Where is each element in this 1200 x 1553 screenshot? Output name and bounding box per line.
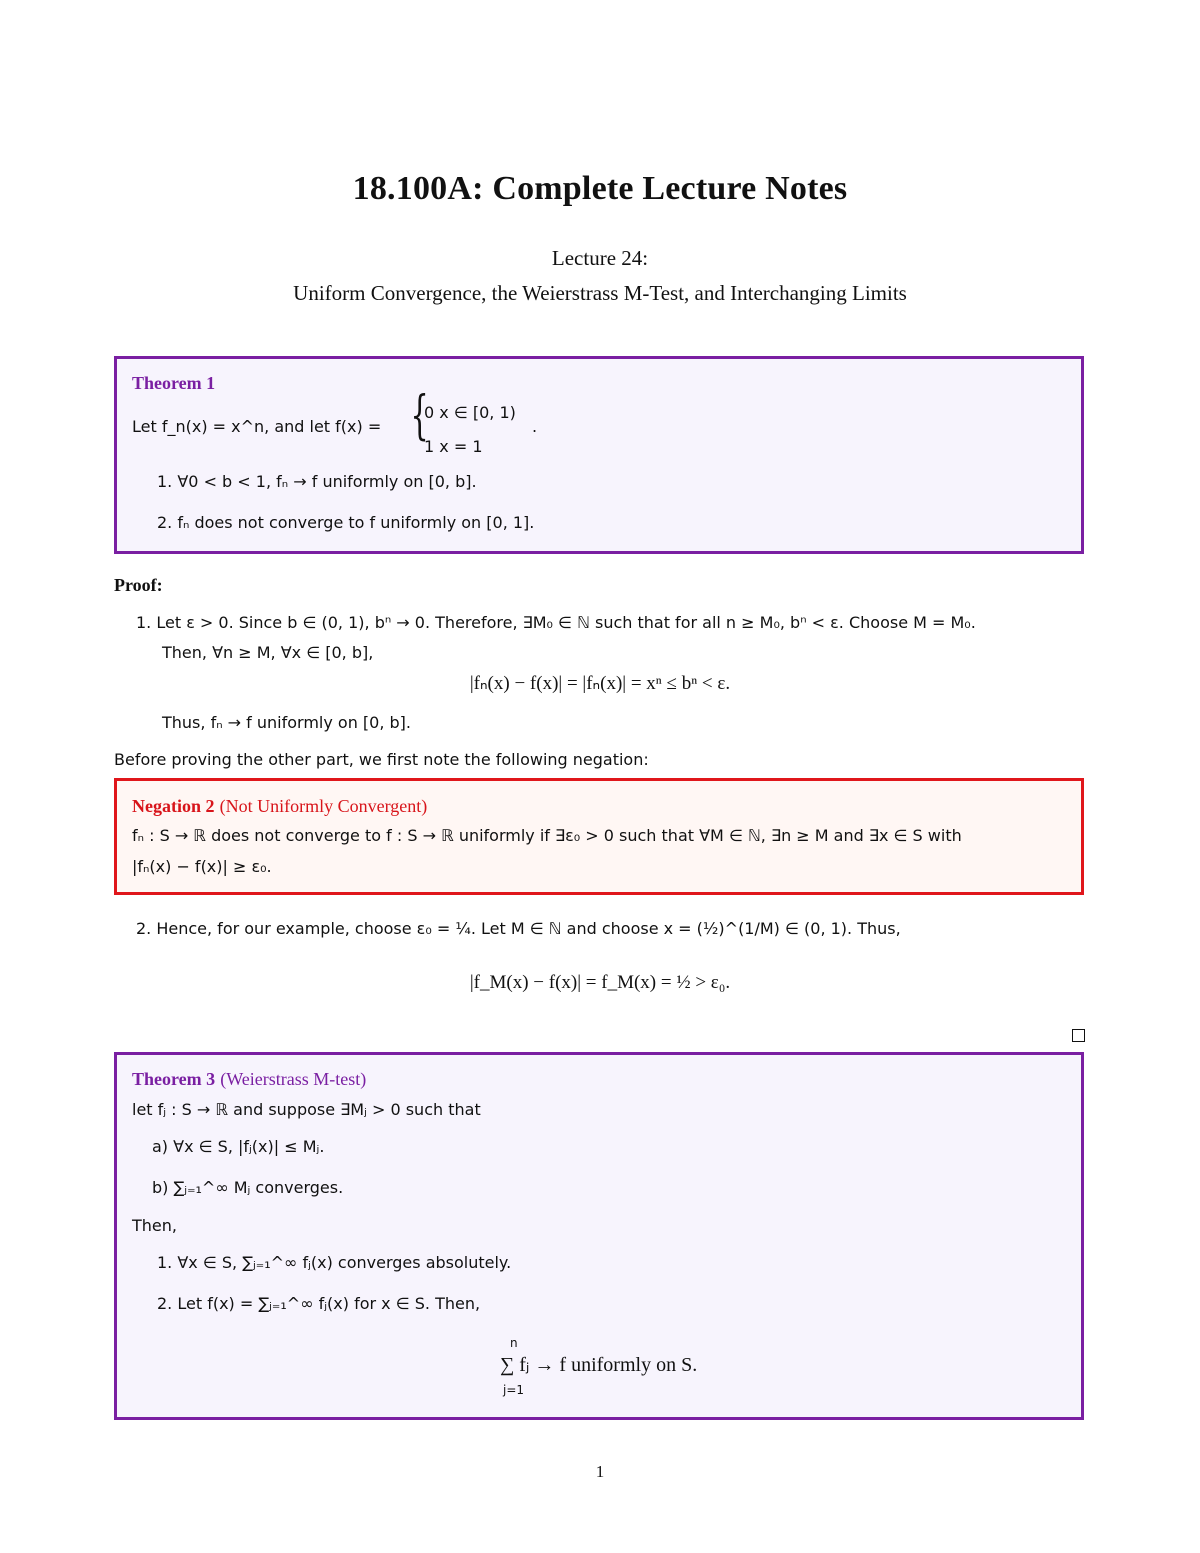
sum-upper-limit: n bbox=[510, 1336, 518, 1350]
lecture-number: Lecture 24: bbox=[551, 246, 649, 270]
theorem-1-intro: Let f_n(x) = x^n, and let f(x) = bbox=[132, 417, 382, 436]
proof-step-1-equation: |fₙ(x) − f(x)| = |fₙ(x)| = xⁿ ≤ bⁿ < ε. bbox=[469, 673, 731, 694]
lecture-topic: Uniform Convergence, the Weierstrass M-Test, and Interchanging Limits bbox=[293, 281, 907, 305]
theorem-3-item-1: 1. ∀x ∈ S, ∑ⱼ₌₁^∞ fⱼ(x) converges absolutely. bbox=[157, 1253, 512, 1272]
negation-2-heading bbox=[132, 796, 427, 817]
theorem-3-subtitle: (Weierstrass M-test) bbox=[220, 1069, 367, 1089]
theorem-3-condition-b: b) ∑ⱼ₌₁^∞ Mⱼ converges. bbox=[152, 1178, 344, 1197]
sum-lower-limit: j=1 bbox=[503, 1383, 525, 1397]
theorem-3-item-2: 2. Let f(x) = ∑ⱼ₌₁^∞ fⱼ(x) for x ∈ S. Then, bbox=[157, 1294, 481, 1313]
negation-2-line-2: |fₙ(x) − f(x)| ≥ ε₀. bbox=[132, 857, 272, 876]
theorem-1-item-2: 2. fₙ does not converge to f uniformly on [0, 1]. bbox=[157, 513, 535, 532]
piecewise-brace: { bbox=[410, 386, 429, 446]
theorem-1-item-1: 1. ∀0 < b < 1, fₙ → f uniformly on [0, b]. bbox=[157, 472, 477, 491]
theorem-3-condition-a: a) ∀x ∈ S, |fⱼ(x)| ≤ Mⱼ. bbox=[152, 1137, 325, 1156]
theorem-1-heading bbox=[132, 373, 215, 394]
theorem-1-period: . bbox=[532, 417, 538, 436]
theorem-3-intro: let fⱼ : S → ℝ and suppose ∃Mⱼ > 0 such that bbox=[132, 1100, 481, 1119]
proof-step-1-line-2: Then, ∀n ≥ M, ∀x ∈ [0, b], bbox=[162, 643, 374, 662]
proof-transition: Before proving the other part, we first note the following negation: bbox=[114, 750, 649, 769]
theorem-1-label: Theorem 1 bbox=[132, 373, 216, 393]
theorem-1-case-2: 1 x = 1 bbox=[424, 437, 483, 456]
proof-step-2-equation: |f_M(x) − f(x)| = f_M(x) = ½ > ε₀. bbox=[469, 972, 731, 993]
theorem-3-label: Theorem 3 bbox=[132, 1069, 216, 1089]
proof-step-1-line-3: Thus, fₙ → f uniformly on [0, b]. bbox=[162, 713, 411, 732]
theorem-3-heading bbox=[132, 1069, 366, 1090]
document-title: 18.100A: Complete Lecture Notes bbox=[352, 170, 848, 207]
proof-step-1-line-1: 1. Let ε > 0. Since b ∈ (0, 1), bⁿ → 0. Therefore, ∃M₀ ∈ ℕ such that for all n ≥ M₀, bⁿ < ε. Choose M = M₀. bbox=[136, 613, 976, 632]
qed-square-icon bbox=[1072, 1029, 1085, 1042]
theorem-3-then: Then, bbox=[132, 1216, 177, 1235]
page-number: 1 bbox=[595, 1462, 605, 1481]
proof-step-2-line-1: 2. Hence, for our example, choose ε₀ = ¼. Let M ∈ ℕ and choose x = (½)^(1/M) ∈ (0, 1). Thus, bbox=[136, 919, 901, 938]
proof-label: Proof: bbox=[114, 575, 163, 595]
negation-2-line-1: fₙ : S → ℝ does not converge to f : S → ℝ uniformly if ∃ε₀ > 0 such that ∀M ∈ ℕ, ∃n ≥ M and ∃x ∈ S with bbox=[132, 826, 962, 845]
theorem-1-case-1: 0 x ∈ [0, 1) bbox=[424, 403, 516, 422]
negation-2-subtitle: (Not Uniformly Convergent) bbox=[219, 796, 428, 816]
negation-2-label: Negation 2 bbox=[132, 796, 215, 816]
theorem-3-equation: ∑ fⱼ → f uniformly on S. bbox=[500, 1354, 698, 1376]
